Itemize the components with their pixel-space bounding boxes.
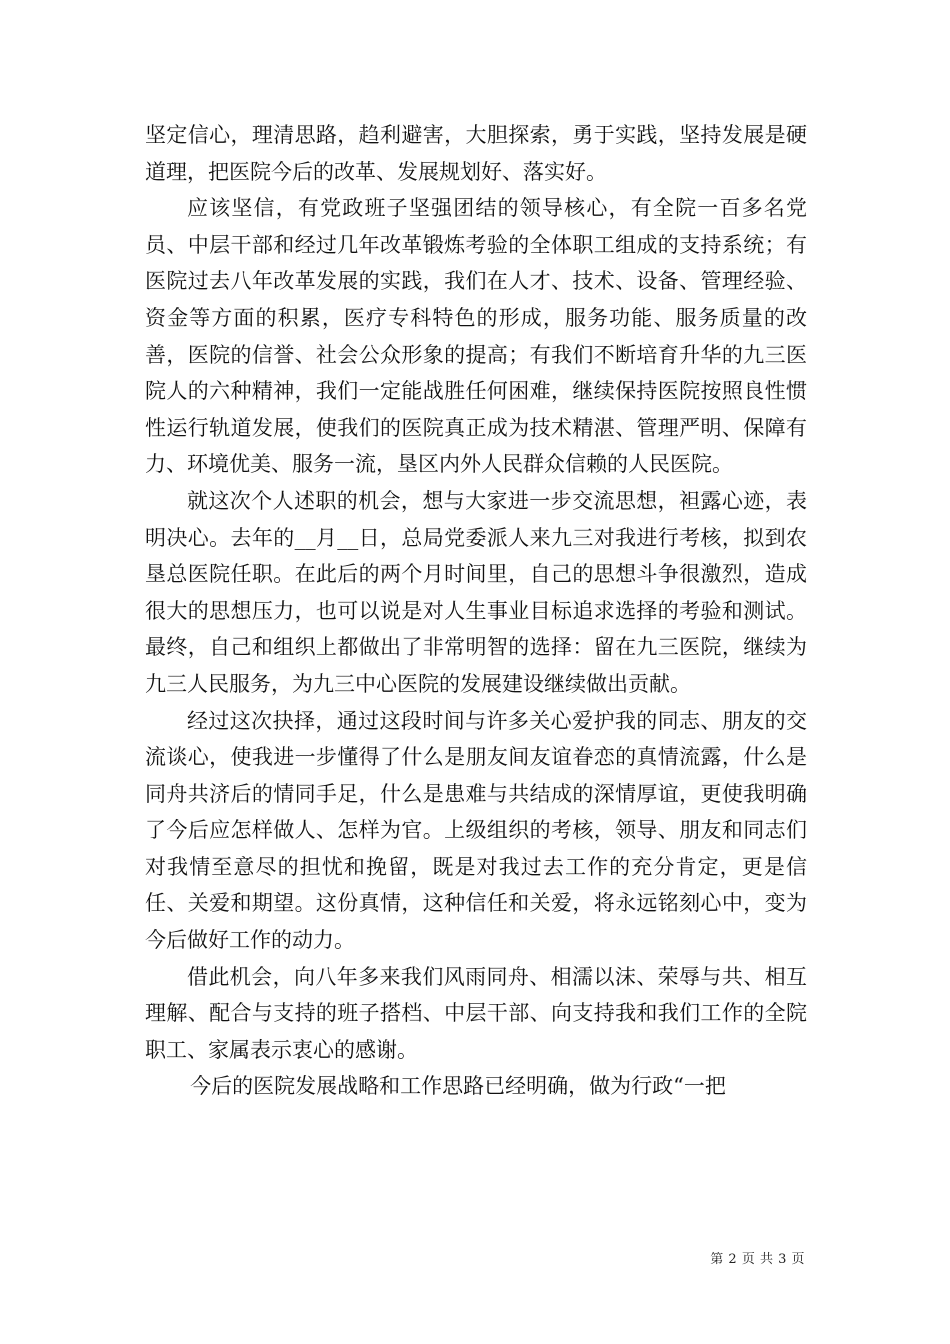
paragraph-6: 今后的医院发展战略和工作思路已经明确，做为行政“一把 (190, 1074, 726, 1099)
paragraph-3: 就这次个人述职的机会，想与大家进一步交流思想，袒露心迹，表明决心。去年的__月__日，总局党委派人来九三对我进行考核，拟到农垦总医院任职。在此后的两个月时间里，自己的思想斗争很激烈，造成很大的思想压力，也可以说是对人生事业目标追求选择的考验和测试。最终，自己和组织上都做出了非常明智的选择：留在九三医院，继续为九三人民服务，为九三中心医院的发展建设继续做出贡献。 (145, 488, 807, 696)
paragraph-5: 借此机会，向八年多来我们风雨同舟、相濡以沫、荣辱与共、相互理解、配合与支持的班子搭档、中层干部、向支持我和我们工作的全院职工、家属表示衷心的感谢。 (145, 964, 807, 1062)
paragraph-2: 应该坚信，有党政班子坚强团结的领导核心，有全院一百多名党员、中层干部和经过几年改革锻炼考验的全体职工组成的支持系统；有医院过去八年改革发展的实践，我们在人才、技术、设备、管理经验、资金等方面的积累，医疗专科特色的形成，服务功能、服务质量的改善，医院的信誉、社会公众形象的提高；有我们不断培育升华的九三医院人的六种精神，我们一定能战胜任何困难，继续保持医院按照良性惯性运行轨道发展，使我们的医院真正成为技术精湛、管理严明、保障有力、环境优美、服务一流，垦区内外人民群众信赖的人民医院。 (145, 196, 807, 477)
document-body (145, 117, 807, 1105)
paragraph-1: 坚定信心，理清思路，趋利避害，大胆探索，勇于实践，坚持发展是硬道理，把医院今后的改革、发展规划好、落实好。 (145, 123, 807, 184)
paragraph-4: 经过这次抉择，通过这段时间与许多关心爱护我的同志、朋友的交流谈心，使我进一步懂得了什么是朋友间友谊眷恋的真情流露，什么是同舟共济后的情同手足，什么是患难与共结成的深情厚谊，更使我明确了今后应怎样做人、怎样为官。上级组织的考核，领导、朋友和同志们对我情至意尽的担忧和挽留，既是对我过去工作的充分肯定，更是信任、关爱和期望。这份真情，这种信任和关爱，将永远铭刻心中，变为今后做好工作的动力。 (145, 708, 807, 953)
page-number-footer: 第 2 页 共 3 页 (710, 1252, 805, 1267)
